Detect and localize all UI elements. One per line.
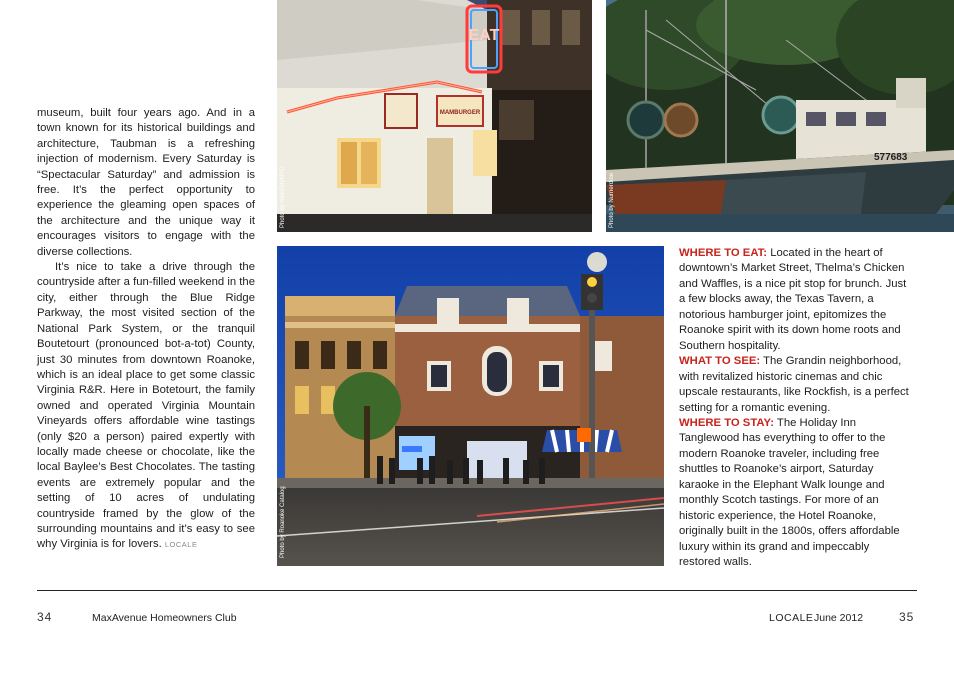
diner-photo-credit: Photo by NickGrn/NYC [280, 166, 286, 228]
left-article-column [37, 106, 255, 553]
boat-illustration [606, 0, 954, 232]
hull-number: 577683 [874, 152, 908, 163]
boat-photo-credit: Photo by Nurnerdine [609, 172, 615, 228]
left-paragraph-2-text: It’s nice to take a drive through the countryside after a fun-filled weekend in the city, either through the Blue Ridge Parkway, the most visited section of the National Park System, or the tranquil Boutetourt (pronounced bot-a-tot) County, just 30 minutes from downtown Roanoke, which is an ideal place to get some classic Virginia R&R. Here in Botetourt, the family owned and operated Virginia Mountain Vineyards offers affordable wine tastings (only $20 a person) paired expertly with locally made cheese or chocolate, like the local Baylee’s Best Chocolates. The tasting events are extremely popular and the setting of 10 acres of undulating countryside framed by the glow of the surrounding mountains and it’s easy to see why Virginia is for lovers. [37, 261, 255, 551]
what-to-see-text: The Grandin neighborhood, with revitalized historic cinemas and chic upscale restaurants, like Rockfish, is a perfect setting for a romantic evening. [679, 355, 909, 414]
left-paragraph-2 [37, 260, 255, 553]
left-paragraph-1: museum, built four years ago. And in a town known for its historical buildings and architecture, Taubman is a refreshing injection of modernism. Every Saturday is “Spectacular Saturday” and admission is free. It’s the perfect opportunity to experience the gleaming open spaces of the architecture and the unique way it encourages visitors to engage with the diverse collections. [37, 107, 255, 258]
where-to-eat-heading: WHERE TO EAT: [679, 247, 768, 259]
footer-divider [37, 590, 917, 591]
issue-date: June 2012 [814, 612, 864, 624]
street-illustration [277, 246, 664, 566]
where-to-stay-text: The Holiday Inn Tanglewood has everything to offer to the modern Roanoke traveler, including free shuttles to Roanoke’s airport, Saturday karaoke in the Elephant Walk lounge and monthly Scotch tastings. For more of an historic experience, the Hotel Roanoke, originally built in the 1800s, offers affordable luxury within its grand and impeccably restored walls. [679, 416, 900, 569]
magazine-logo: LOCALE [769, 612, 814, 624]
right-page-number: 35 [899, 610, 915, 624]
street-photo-credit: Photo by Roanoke Catalog [280, 486, 286, 558]
hamburger-sign: MAMBURGER [439, 110, 481, 116]
left-page-number: 34 [37, 610, 53, 624]
end-tag: LOCALE [164, 540, 198, 550]
where-to-eat-section [679, 246, 912, 354]
where-to-stay-heading: WHERE TO STAY: [679, 416, 774, 429]
diner-photo [277, 0, 592, 232]
publication-name: MaxAvenue Homeowners Club [92, 612, 237, 624]
right-article-column [679, 246, 912, 571]
diner-illustration [277, 0, 592, 232]
street-photo [277, 246, 664, 566]
what-to-see-heading: WHAT TO SEE: [679, 355, 761, 368]
what-to-see-section [679, 354, 912, 416]
where-to-eat-text: Located in the heart of downtown’s Market Street, Thelma’s Chicken and Waffles, is a nice pit stop for brunch. Just a few blocks away, the Texas Tavern, a notorious hamburger joint, epitomizes the Roanoke spirit with its down home roots and Southern hospitality. [679, 247, 907, 352]
boat-photo [606, 0, 954, 232]
eat-sign: EAT [468, 27, 500, 44]
where-to-stay-section [679, 416, 912, 571]
